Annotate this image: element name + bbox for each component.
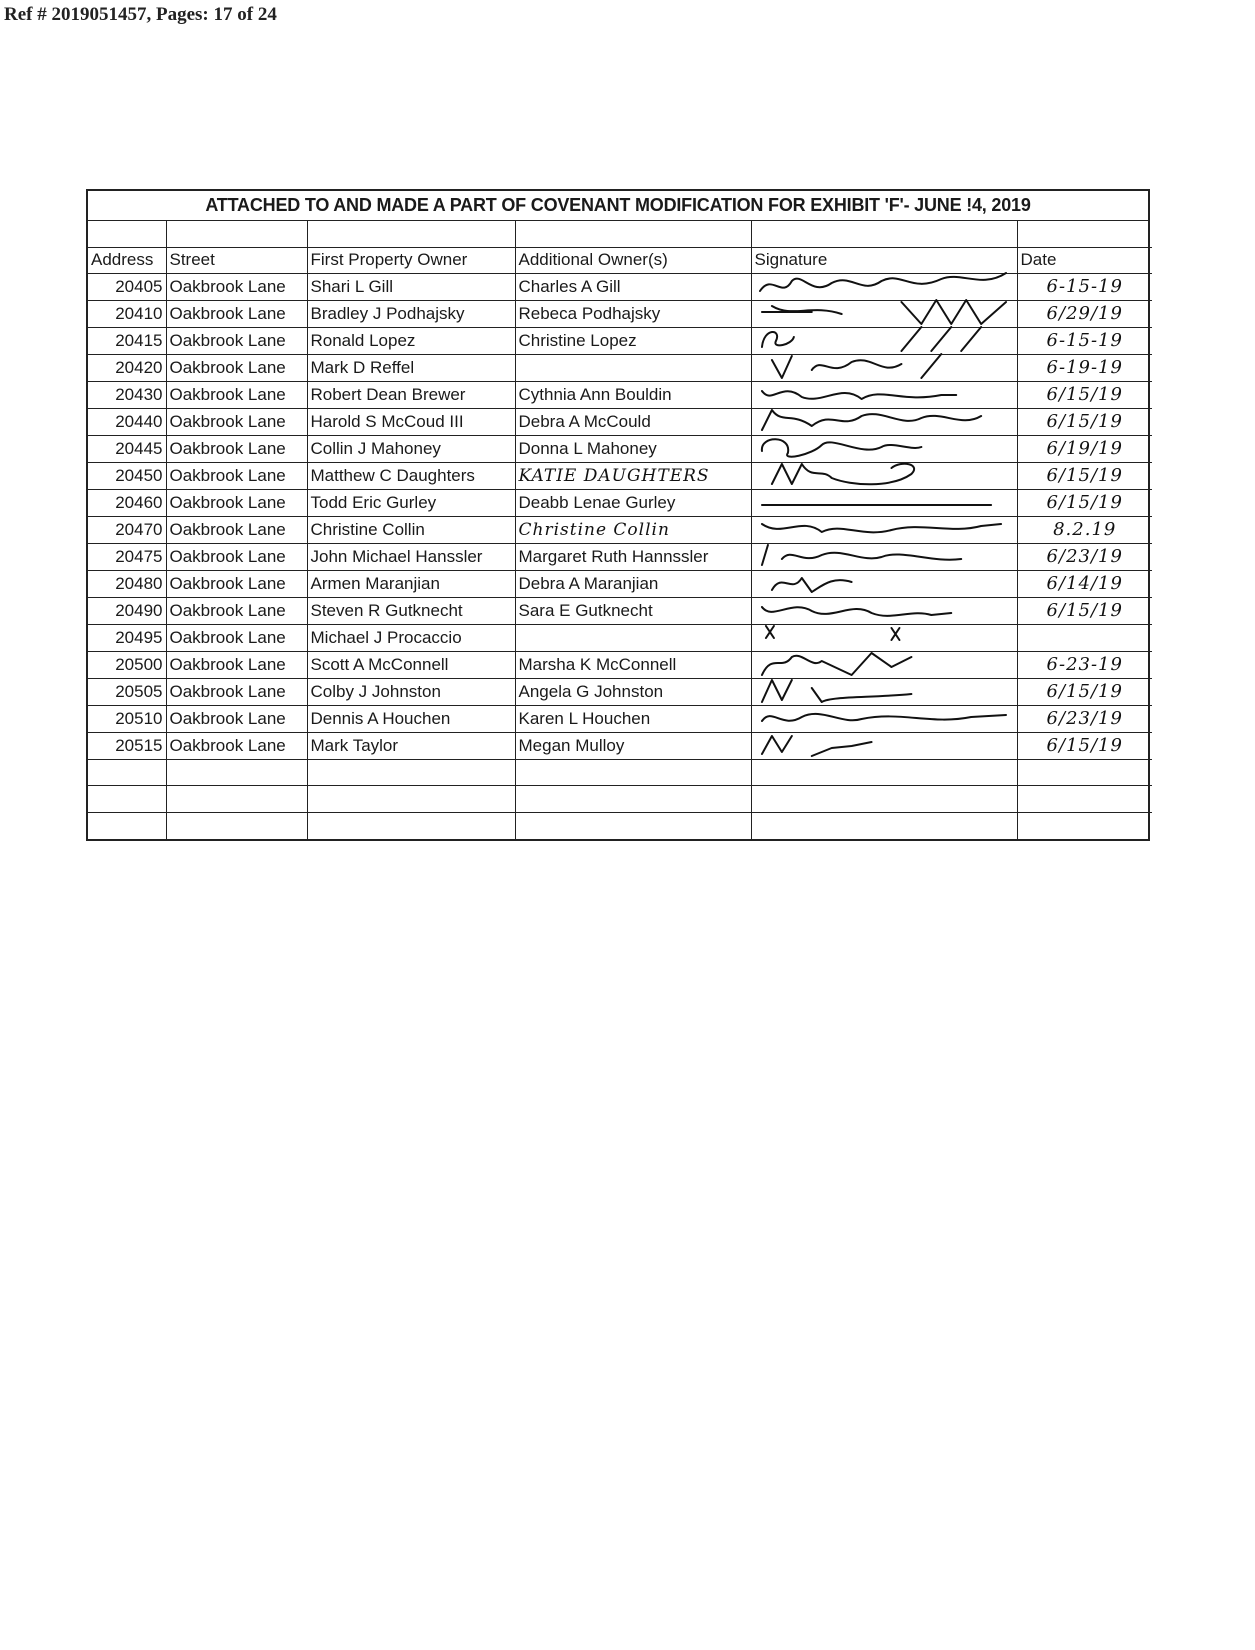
handwritten-date: 6/15/19 bbox=[1046, 600, 1123, 622]
first-owner-cell: Shari L Gill bbox=[307, 274, 515, 301]
date-cell bbox=[1017, 705, 1152, 732]
sheet-title: ATTACHED TO AND MADE A PART OF COVENANT MODIFICATION FOR EXHIBIT 'F'- JUNE !4, 2019 bbox=[88, 191, 1148, 221]
first-owner-cell: Ronald Lopez bbox=[307, 328, 515, 355]
additional-owner-cell: Debra A McCould bbox=[515, 409, 751, 436]
first-owner-cell: Armen Maranjian bbox=[307, 571, 515, 598]
first-owner-cell: Scott A McConnell bbox=[307, 651, 515, 678]
date-cell bbox=[1017, 598, 1152, 625]
first-owner-cell: Christine Collin bbox=[307, 517, 515, 544]
document-reference: Ref # 2019051457, Pages: 17 of 24 bbox=[4, 4, 277, 25]
handwritten-date: 6/23/19 bbox=[1046, 546, 1123, 568]
date-cell bbox=[1017, 355, 1152, 382]
handwritten-date: 8.2.19 bbox=[1053, 519, 1117, 541]
handwritten-date: 6/15/19 bbox=[1046, 492, 1123, 514]
date-cell bbox=[1017, 571, 1152, 598]
date-cell bbox=[1017, 301, 1152, 328]
first-owner-cell: Robert Dean Brewer bbox=[307, 382, 515, 409]
address-cell: 20490 bbox=[88, 598, 166, 625]
blank-cell bbox=[751, 786, 1017, 813]
first-owner-cell: Michael J Procaccio bbox=[307, 625, 515, 652]
blank-cell bbox=[751, 812, 1017, 838]
first-owner-cell: Steven R Gutknecht bbox=[307, 598, 515, 625]
street-cell: Oakbrook Lane bbox=[166, 301, 307, 328]
owners-table bbox=[88, 221, 1152, 839]
additional-owner-cell bbox=[515, 625, 751, 652]
street-cell: Oakbrook Lane bbox=[166, 544, 307, 571]
additional-owner-cell: Sara E Gutknecht bbox=[515, 598, 751, 625]
address-cell: 20515 bbox=[88, 732, 166, 759]
spacer-row bbox=[88, 221, 1152, 247]
blank-cell bbox=[88, 812, 166, 838]
additional-owner-cell bbox=[515, 463, 751, 490]
blank-row bbox=[88, 786, 1152, 813]
additional-owner-cell: Christine Lopez bbox=[515, 328, 751, 355]
handwritten-name: Christine Collin bbox=[518, 520, 670, 541]
additional-owner-cell bbox=[515, 517, 751, 544]
blank-cell bbox=[1017, 759, 1152, 786]
column-header-signature: Signature bbox=[751, 247, 1017, 274]
first-owner-cell: Harold S McCoud III bbox=[307, 409, 515, 436]
first-owner-cell: Todd Eric Gurley bbox=[307, 490, 515, 517]
additional-owner-cell: Karen L Houchen bbox=[515, 705, 751, 732]
street-cell: Oakbrook Lane bbox=[166, 625, 307, 652]
first-owner-cell: John Michael Hanssler bbox=[307, 544, 515, 571]
street-cell: Oakbrook Lane bbox=[166, 490, 307, 517]
first-owner-cell: Dennis A Houchen bbox=[307, 705, 515, 732]
address-cell: 20405 bbox=[88, 274, 166, 301]
handwritten-date: 6/19/19 bbox=[1046, 438, 1123, 460]
handwritten-date: 6/15/19 bbox=[1046, 734, 1123, 756]
additional-owner-cell: Megan Mulloy bbox=[515, 732, 751, 759]
column-header-address: Address bbox=[88, 247, 166, 274]
street-cell: Oakbrook Lane bbox=[166, 517, 307, 544]
street-cell: Oakbrook Lane bbox=[166, 328, 307, 355]
street-cell: Oakbrook Lane bbox=[166, 382, 307, 409]
blank-cell bbox=[88, 786, 166, 813]
street-cell: Oakbrook Lane bbox=[166, 274, 307, 301]
handwritten-name: KATIE DAUGHTERS bbox=[518, 466, 710, 487]
column-header-additional-owners: Additional Owner(s) bbox=[515, 247, 751, 274]
address-cell: 20440 bbox=[88, 409, 166, 436]
handwritten-date: 6/15/19 bbox=[1046, 465, 1123, 487]
address-cell: 20420 bbox=[88, 355, 166, 382]
date-cell bbox=[1017, 651, 1152, 678]
blank-cell bbox=[166, 759, 307, 786]
handwritten-date: 6/14/19 bbox=[1046, 573, 1123, 595]
first-owner-cell: Collin J Mahoney bbox=[307, 436, 515, 463]
additional-owner-cell: Debra A Maranjian bbox=[515, 571, 751, 598]
handwritten-date: 6/15/19 bbox=[1046, 680, 1123, 702]
street-cell: Oakbrook Lane bbox=[166, 463, 307, 490]
date-cell bbox=[1017, 328, 1152, 355]
date-cell bbox=[1017, 625, 1152, 652]
street-cell: Oakbrook Lane bbox=[166, 571, 307, 598]
handwritten-date: 6-23-19 bbox=[1046, 653, 1123, 675]
street-cell: Oakbrook Lane bbox=[166, 436, 307, 463]
column-header-date: Date bbox=[1017, 247, 1152, 274]
column-header-first-owner: First Property Owner bbox=[307, 247, 515, 274]
street-cell: Oakbrook Lane bbox=[166, 678, 307, 705]
first-owner-cell: Mark D Reffel bbox=[307, 355, 515, 382]
handwritten-date: 6/15/19 bbox=[1046, 411, 1123, 433]
blank-cell bbox=[307, 786, 515, 813]
first-owner-cell: Matthew C Daughters bbox=[307, 463, 515, 490]
additional-owner-cell bbox=[515, 355, 751, 382]
date-cell bbox=[1017, 463, 1152, 490]
first-owner-cell: Colby J Johnston bbox=[307, 678, 515, 705]
blank-row bbox=[88, 759, 1152, 786]
blank-cell bbox=[515, 786, 751, 813]
additional-owner-cell: Donna L Mahoney bbox=[515, 436, 751, 463]
blank-cell bbox=[751, 759, 1017, 786]
street-cell: Oakbrook Lane bbox=[166, 705, 307, 732]
blank-cell bbox=[1017, 786, 1152, 813]
street-cell: Oakbrook Lane bbox=[166, 651, 307, 678]
address-cell: 20470 bbox=[88, 517, 166, 544]
date-cell bbox=[1017, 274, 1152, 301]
address-cell: 20430 bbox=[88, 382, 166, 409]
address-cell: 20410 bbox=[88, 301, 166, 328]
blank-cell bbox=[515, 812, 751, 838]
additional-owner-cell: Rebeca Podhajsky bbox=[515, 301, 751, 328]
street-cell: Oakbrook Lane bbox=[166, 409, 307, 436]
additional-owner-cell: Marsha K McConnell bbox=[515, 651, 751, 678]
street-cell: Oakbrook Lane bbox=[166, 598, 307, 625]
handwritten-date: 6-15-19 bbox=[1046, 330, 1123, 352]
first-owner-cell: Bradley J Podhajsky bbox=[307, 301, 515, 328]
covenant-signature-sheet bbox=[86, 189, 1150, 841]
date-cell bbox=[1017, 678, 1152, 705]
address-cell: 20505 bbox=[88, 678, 166, 705]
additional-owner-cell: Deabb Lenae Gurley bbox=[515, 490, 751, 517]
address-cell: 20495 bbox=[88, 625, 166, 652]
blank-row bbox=[88, 812, 1152, 838]
blank-cell bbox=[1017, 812, 1152, 838]
address-cell: 20445 bbox=[88, 436, 166, 463]
additional-owner-cell: Angela G Johnston bbox=[515, 678, 751, 705]
street-cell: Oakbrook Lane bbox=[166, 732, 307, 759]
blank-cell bbox=[307, 759, 515, 786]
blank-cell bbox=[166, 786, 307, 813]
additional-owner-cell: Cythnia Ann Bouldin bbox=[515, 382, 751, 409]
date-cell bbox=[1017, 409, 1152, 436]
blank-cell bbox=[166, 812, 307, 838]
handwritten-date: 6/15/19 bbox=[1046, 384, 1123, 406]
column-header-street: Street bbox=[166, 247, 307, 274]
handwritten-date: 6-19-19 bbox=[1046, 357, 1123, 379]
date-cell bbox=[1017, 544, 1152, 571]
address-cell: 20415 bbox=[88, 328, 166, 355]
address-cell: 20480 bbox=[88, 571, 166, 598]
handwritten-date: 6/29/19 bbox=[1046, 303, 1123, 325]
handwritten-date: 6/23/19 bbox=[1046, 707, 1123, 729]
address-cell: 20475 bbox=[88, 544, 166, 571]
blank-cell bbox=[88, 759, 166, 786]
first-owner-cell: Mark Taylor bbox=[307, 732, 515, 759]
address-cell: 20450 bbox=[88, 463, 166, 490]
address-cell: 20500 bbox=[88, 651, 166, 678]
date-cell bbox=[1017, 490, 1152, 517]
blank-cell bbox=[515, 759, 751, 786]
blank-cell bbox=[307, 812, 515, 838]
table-row bbox=[88, 732, 1152, 759]
street-cell: Oakbrook Lane bbox=[166, 355, 307, 382]
date-cell bbox=[1017, 732, 1152, 759]
additional-owner-cell: Charles A Gill bbox=[515, 274, 751, 301]
date-cell bbox=[1017, 517, 1152, 544]
date-cell bbox=[1017, 382, 1152, 409]
additional-owner-cell: Margaret Ruth Hannssler bbox=[515, 544, 751, 571]
handwritten-date: 6-15-19 bbox=[1046, 276, 1123, 298]
address-cell: 20460 bbox=[88, 490, 166, 517]
address-cell: 20510 bbox=[88, 705, 166, 732]
signature-cell bbox=[751, 732, 1017, 759]
date-cell bbox=[1017, 436, 1152, 463]
